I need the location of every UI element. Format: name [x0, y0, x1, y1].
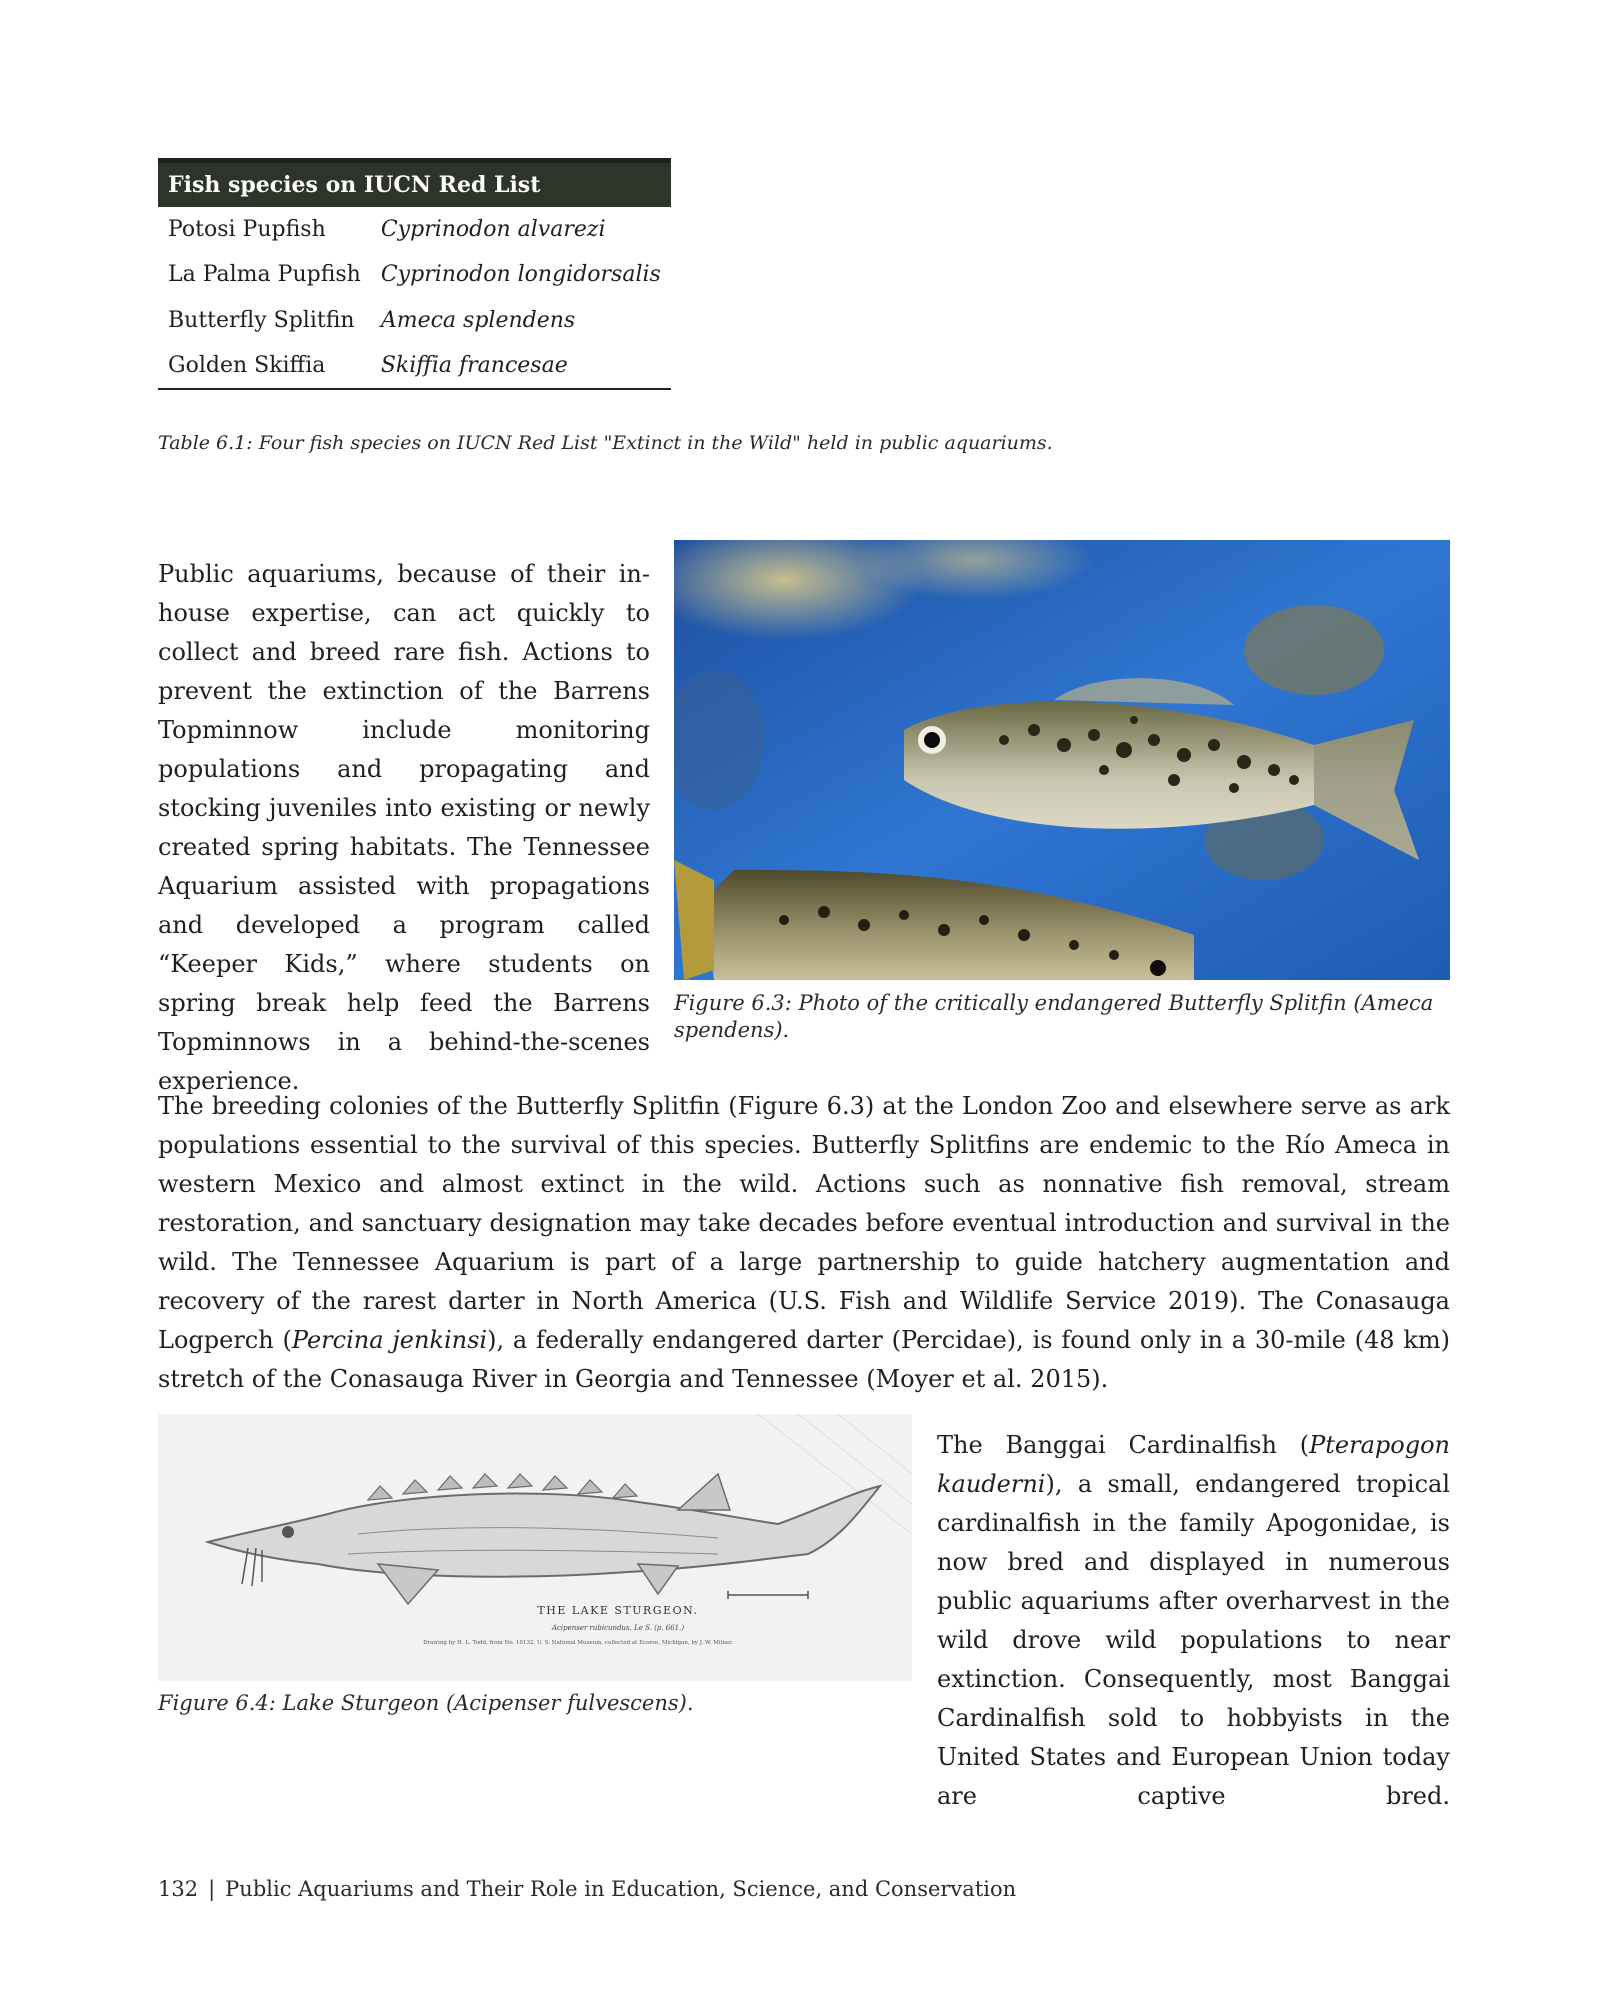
lake-sturgeon-illustration: [158, 1414, 912, 1681]
plate-title: THE LAKE STURGEON.: [537, 1604, 699, 1617]
scientific-name-cell: Ameca splendens: [380, 307, 576, 333]
scientific-name-cell: Skiffia francesae: [380, 352, 568, 378]
table-header: Fish species on IUCN Red List: [158, 161, 671, 207]
body-paragraph-breeding-colonies: [158, 1087, 1450, 1399]
common-name-cell: Golden Skiffia: [168, 352, 326, 378]
para2-species-name: Percina jenkinsi: [291, 1326, 488, 1354]
table-row: [158, 298, 671, 344]
para3-text-end: ), a small, endangered tropical cardinalfish in the family Apogonidae, is now bred and displayed in numerous public aquariums after overharvest in the wild drove wild populations to near extinction. Consequently, most Banggai Cardinalfish sold to hobbyists in the United States and European Union today are captive bred.: [937, 1470, 1450, 1810]
scientific-name-cell: Cyprinodon alvarezi: [380, 216, 606, 242]
common-name-cell: La Palma Pupfish: [168, 262, 361, 288]
para3-text-start: The Banggai Cardinalfish (: [937, 1431, 1310, 1459]
para2-text-end: ), a federally endangered darter (Percidae), is found only in a 30-mile (48 km) stretch of the Conasauga River in Georgia and Tennessee (Moyer et al. 2015).: [158, 1326, 1451, 1393]
table-header-row: [158, 161, 671, 207]
plate-subtitle: Acipenser rubicundus, Le S. (p. 661.): [551, 1624, 685, 1632]
table-caption: Table 6.1: Four fish species on IUCN Red List "Extinct in the Wild" held in public aquariums.: [158, 432, 1053, 454]
para3-species-name: Pterapogon kauderni: [937, 1431, 1450, 1498]
page-footer: [158, 1877, 1458, 1901]
book-title: Public Aquariums and Their Role in Education, Science, and Conservation: [225, 1877, 1017, 1901]
scientific-name-cell: Cyprinodon longidorsalis: [380, 262, 661, 288]
table-row: [158, 343, 671, 389]
table-row: [158, 207, 671, 253]
figure-6-3-caption: Figure 6.3: Photo of the critically endangered Butterfly Splitfin (Ameca spendens).: [674, 991, 1434, 1042]
body-paragraph-banggai-cardinalfish: [937, 1426, 1450, 1816]
plate-credit: Drawing by H. L. Todd, from No. 10132, U. S. National Museum, collected at Ecorse, Michigan, by J. W. Milner.: [423, 1640, 733, 1646]
table-row: [158, 252, 671, 298]
common-name-cell: Potosi Pupfish: [168, 216, 326, 242]
figure-6-4-caption: Figure 6.4: Lake Sturgeon (Acipenser fulvescens).: [158, 1691, 694, 1715]
footer-separator: |: [208, 1877, 216, 1901]
species-table: [158, 158, 671, 390]
para2-text-start: The breeding colonies of the Butterfly Splitfin (Figure 6.3) at the London Zoo and elsewhere serve as ark populations essential to the survival of this species. Butterfly Splitfins are endemic to the Río Ameca in western Mexico and almost extinct in the wild. Actions such as nonnative fish removal, stream restoration, and sanctuary designation may take decades before eventual introduction and survival in the wild. The Tennessee Aquarium is part of a large partnership to guide hatchery augmentation and recovery of the rarest darter in North America (U.S. Fish and Wildlife Service 2019). The Conasauga Logperch (: [158, 1092, 1450, 1354]
common-name-cell: Butterfly Splitfin: [168, 307, 355, 333]
butterfly-splitfin-photo: [674, 540, 1450, 980]
body-paragraph-aquarium-expertise: Public aquariums, because of their in-house expertise, can act quickly to collect and breed rare fish. Actions to prevent the extinction of the Barrens Topminnow include monitoring populations and propagating and stocking juveniles into existing or newly created spring habitats. The Tennessee Aquarium assisted with propagations and developed a program called “Keeper Kids,” where students on spring break help feed the Barrens Topminnows in a behind-the-scenes experience.: [158, 560, 650, 1095]
page-number: 132: [158, 1877, 199, 1901]
